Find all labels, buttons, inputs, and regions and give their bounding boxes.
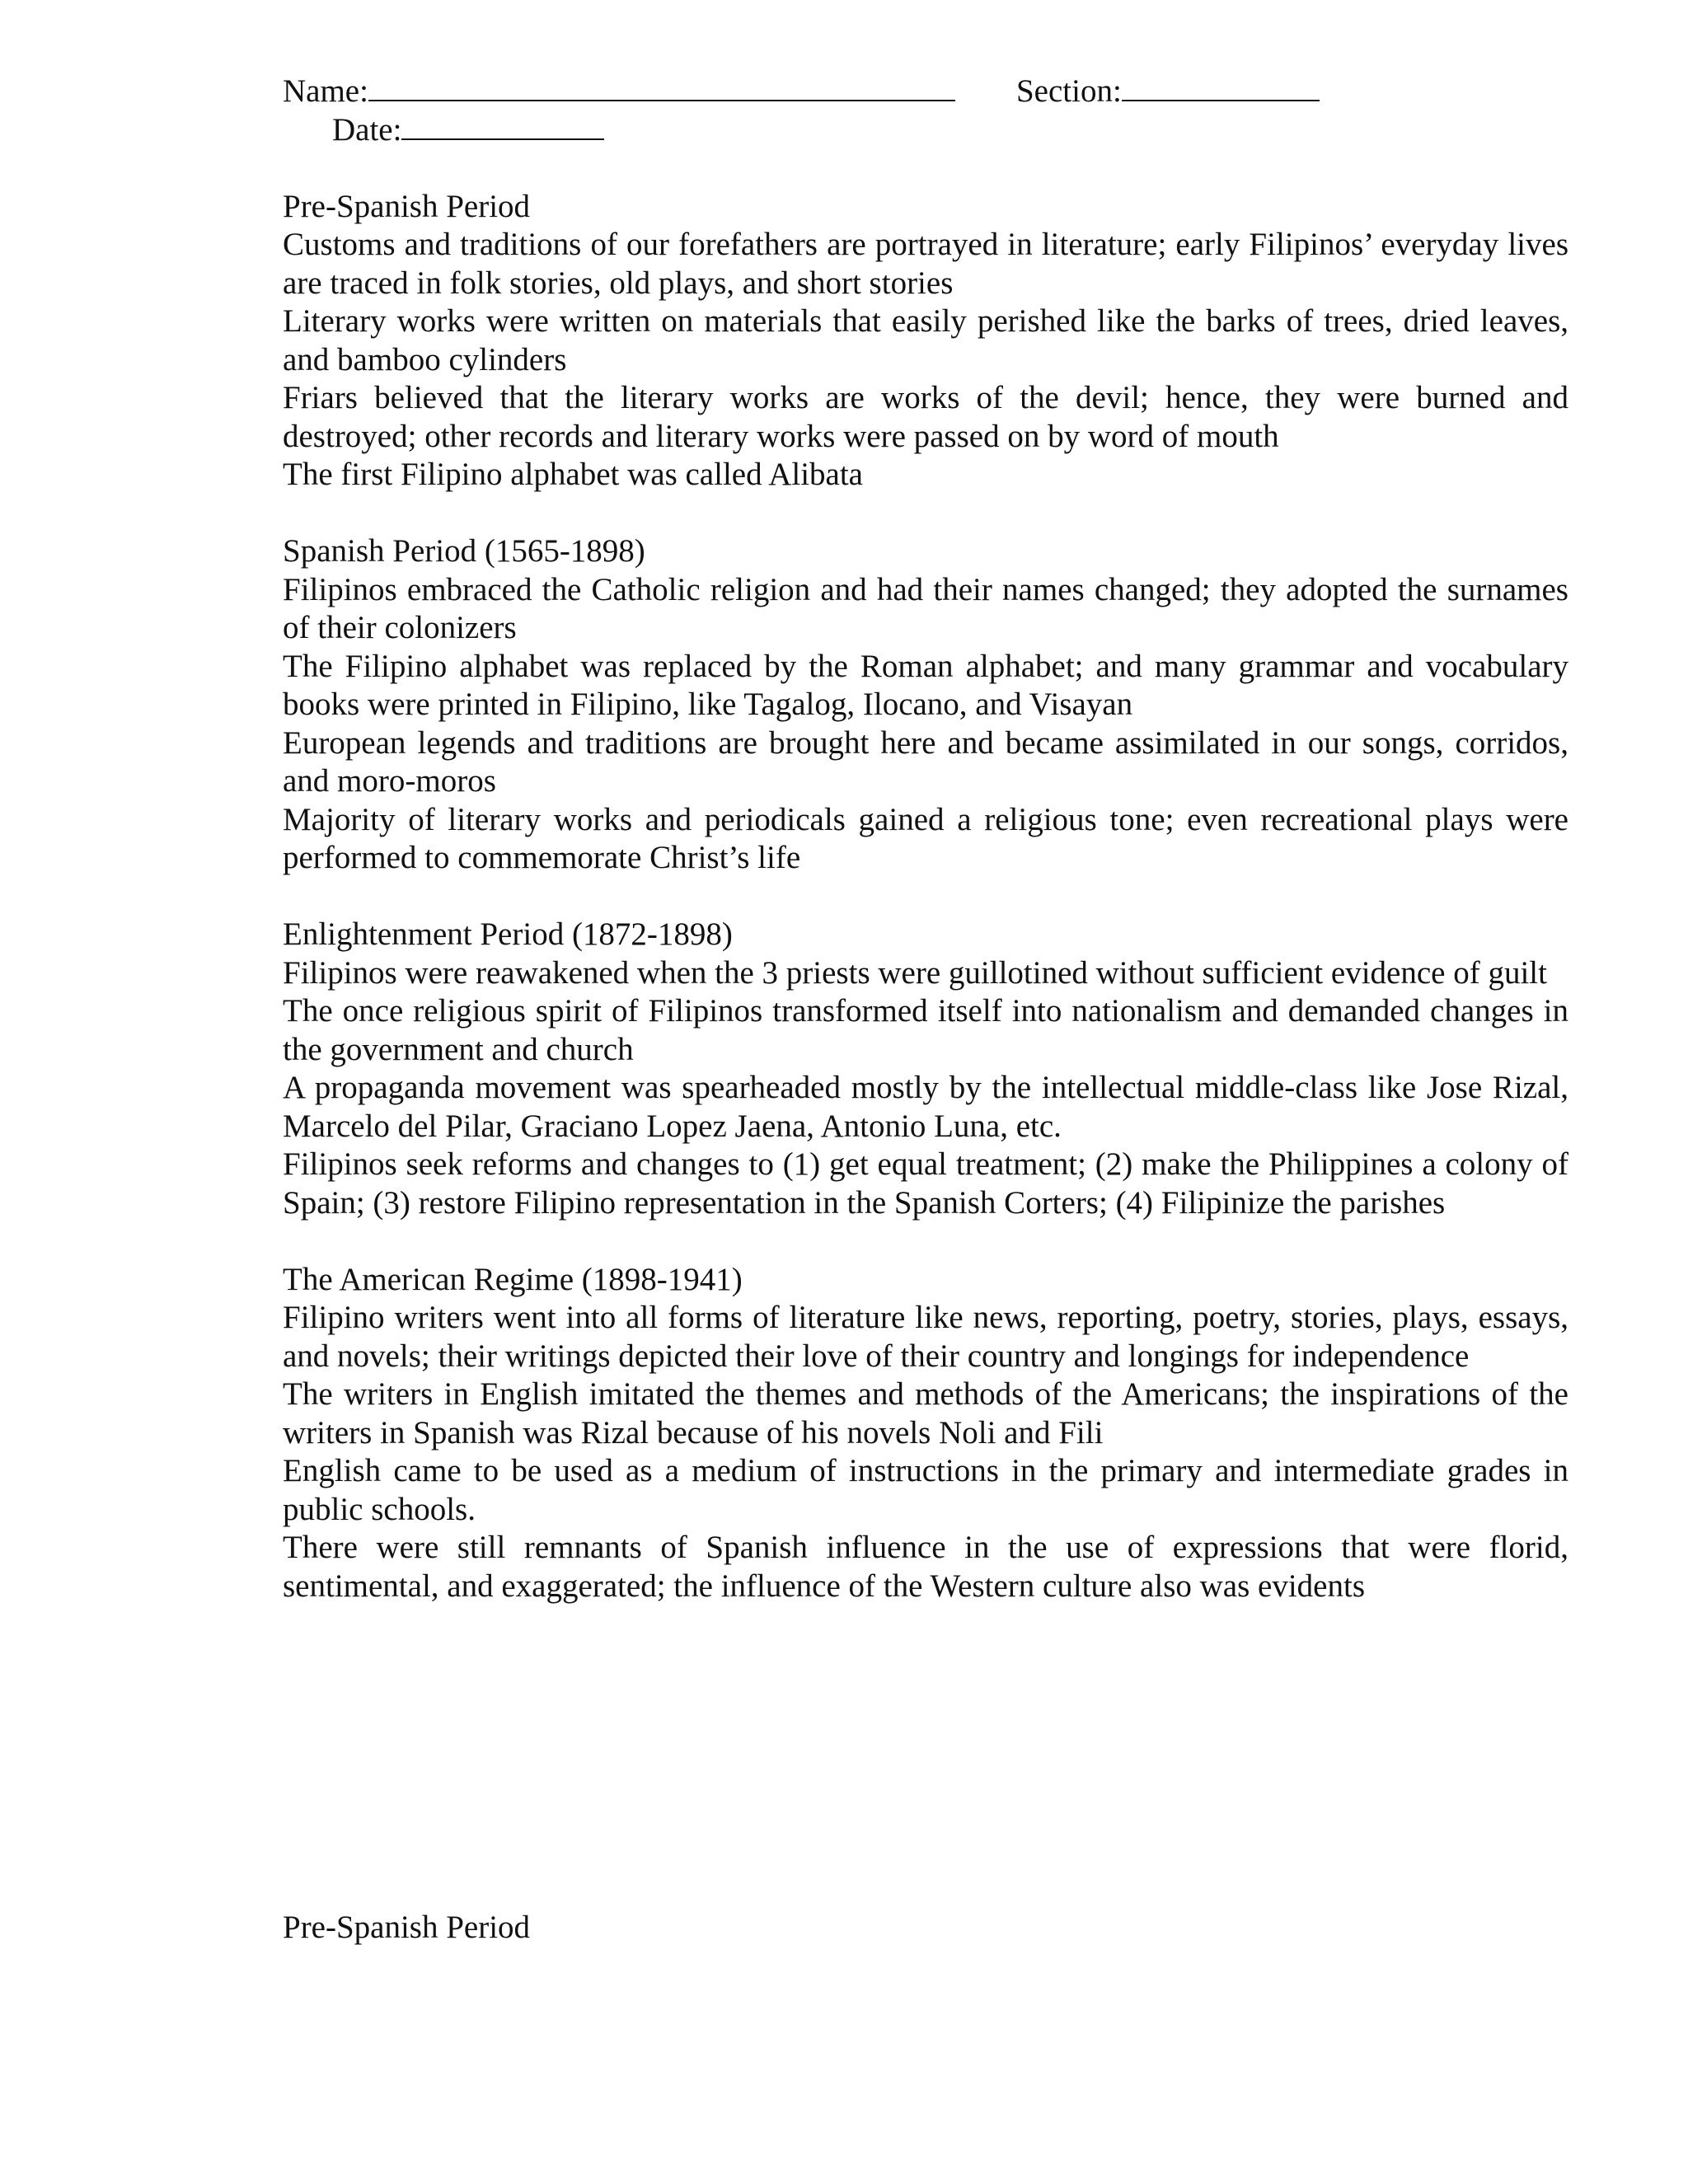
section-field xyxy=(1016,73,1320,111)
paragraph: The writers in English imitated the themes and methods of the Americans; the inspirations of the writers in Spanish was Rizal because of his novels Noli and Fili xyxy=(283,1376,1568,1451)
section-title: Enlightenment Period (1872-1898) xyxy=(283,916,733,952)
section-blank-line[interactable] xyxy=(1122,73,1320,101)
spacer xyxy=(283,149,1568,188)
paragraph: Friars believed that the literary works are works of the devil; hence, they were burned and destroyed; other records and literary works were passed on by word of mouth xyxy=(283,380,1568,454)
paragraph: European legends and traditions are brought here and became assimilated in our songs, corridos, and moro-moros xyxy=(283,724,1568,799)
paragraph: Filipino writers went into all forms of literature like news, reporting, poetry, stories, plays, essays, and novels; their writings depicted their love of their country and longings for independence xyxy=(283,1300,1568,1374)
name-label: Name: xyxy=(283,73,368,109)
paragraph: Customs and traditions of our forefathers are portrayed in literature; early Filipinos’ everyday lives are traced in folk stories, old plays, and short stories xyxy=(283,227,1568,301)
section-title: The American Regime (1898-1941) xyxy=(283,1261,743,1297)
paragraph: The Filipino alphabet was replaced by the Roman alphabet; and many grammar and vocabulary books were printed in Filipino, like Tagalog, Ilocano, and Visayan xyxy=(283,648,1568,722)
section-american-regime xyxy=(283,1261,1568,1606)
paragraph: There were still remnants of Spanish influence in the use of expressions that were florid, sentimental, and exaggerated; the influence of the Western culture also was evidents xyxy=(283,1530,1568,1604)
paragraph: Filipinos seek reforms and changes to (1) get equal treatment; (2) make the Philippines a colony of Spain; (3) restore Filipino representation in the Spanish Corters; (4) Filipinize the parishes xyxy=(283,1146,1568,1221)
paragraph: Filipinos embraced the Catholic religion and had their names changed; they adopted the surnames of their colonizers xyxy=(283,571,1568,645)
paragraph: The first Filipino alphabet was called Alibata xyxy=(283,457,863,492)
paragraph: A propaganda movement was spearheaded mostly by the intellectual middle-class like Jose Rizal, Marcelo del Pilar, Graciano Lopez Jaena, Antonio Luna, etc. xyxy=(283,1070,1568,1144)
date-blank-line[interactable] xyxy=(401,112,604,140)
paragraph: Filipinos were reawakened when the 3 priests were guillotined without sufficient evidence of guilt xyxy=(283,954,1547,991)
paragraph: Majority of literary works and periodicals gained a religious tone; even recreational plays were performed to commemorate Christ’s life xyxy=(283,801,1568,875)
paragraph: English came to be used as a medium of instructions in the primary and intermediate grades in public schools. xyxy=(283,1453,1568,1527)
section-label: Section: xyxy=(1015,73,1122,109)
paragraph: The once religious spirit of Filipinos transformed itself into nationalism and demanded changes in the government and church xyxy=(283,993,1568,1067)
date-label: Date: xyxy=(332,111,402,148)
section-title: Pre-Spanish Period xyxy=(283,188,531,224)
spacer xyxy=(283,878,1568,916)
section-pre-spanish xyxy=(283,188,1568,494)
name-blank-line[interactable] xyxy=(368,73,955,101)
name-section-line xyxy=(283,73,1568,111)
paragraph: Literary works were written on materials that easily perished like the barks of trees, dried leaves, and bamboo cylinders xyxy=(283,303,1568,377)
spacer xyxy=(283,494,1568,533)
section-title: Spanish Period (1565-1898) xyxy=(283,533,645,569)
section-spanish xyxy=(283,532,1568,878)
footer-section-title: Pre-Spanish Period xyxy=(283,1910,531,1945)
worksheet-page xyxy=(283,73,1568,1605)
spacer xyxy=(283,1222,1568,1261)
section-enlightenment xyxy=(283,916,1568,1222)
date-line xyxy=(283,111,1568,150)
